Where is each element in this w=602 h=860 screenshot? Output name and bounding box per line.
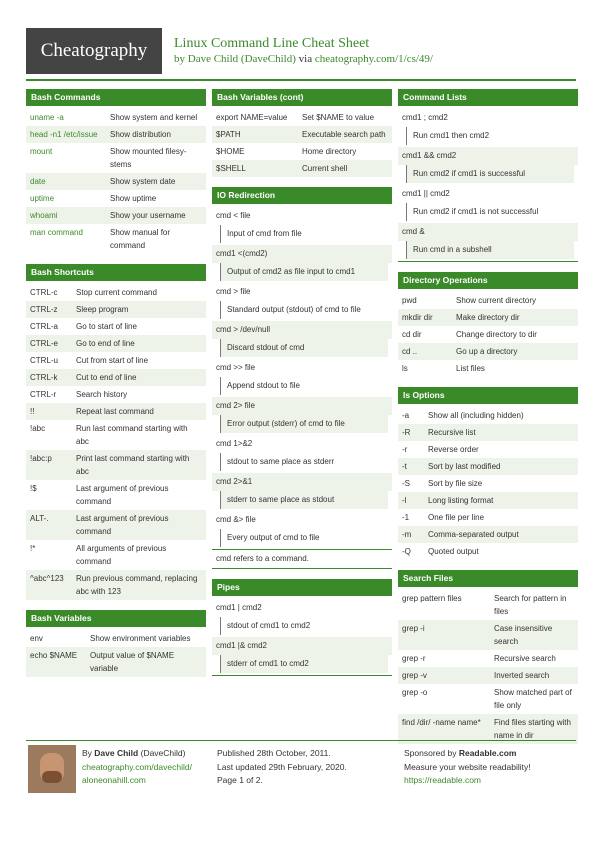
description-cell: Inverted search bbox=[494, 671, 550, 680]
table-row bbox=[26, 224, 206, 254]
updated-date: Last updated 29th February, 2020. bbox=[217, 761, 347, 772]
box-title: Bash Commands bbox=[26, 89, 206, 106]
table-row bbox=[26, 335, 206, 352]
table-row bbox=[26, 450, 206, 480]
description-cell: Show current directory bbox=[456, 296, 537, 305]
description-cell: Executable search path bbox=[302, 130, 386, 139]
command-cell: !* bbox=[30, 544, 36, 553]
sponsor-info bbox=[404, 747, 531, 788]
table-row bbox=[26, 510, 206, 540]
box-title: Pipes bbox=[212, 579, 392, 596]
table-row bbox=[26, 190, 206, 207]
command-description: stderr of cmd1 to cmd2 bbox=[220, 655, 388, 673]
description-cell: All arguments of previous command bbox=[76, 544, 167, 566]
table-row bbox=[398, 667, 578, 684]
description-cell: Show distribution bbox=[110, 130, 171, 139]
table-row bbox=[398, 326, 578, 343]
sponsor-label: Sponsored by bbox=[404, 748, 457, 758]
description-cell: Recursive search bbox=[494, 654, 556, 663]
description-cell: Current shell bbox=[302, 164, 348, 173]
table-row bbox=[26, 126, 206, 143]
box-title: Bash Shortcuts bbox=[26, 264, 206, 281]
command-description: Standard output (stdout) of cmd to file bbox=[220, 301, 388, 319]
table-row bbox=[398, 543, 578, 560]
command-text: cmd &> file bbox=[216, 515, 256, 524]
author-info bbox=[82, 747, 192, 788]
command-description: stdout to same place as stderr bbox=[220, 453, 388, 471]
command-cell: $HOME bbox=[216, 147, 245, 156]
byline-by: by bbox=[174, 53, 185, 65]
table-row bbox=[26, 143, 206, 173]
command-cell: ALT-. bbox=[30, 514, 49, 523]
command-cell: CTRL-r bbox=[30, 390, 57, 399]
page-number: Page 1 of 2. bbox=[217, 775, 263, 785]
description-cell: Quoted output bbox=[428, 547, 479, 556]
bash-commands-box bbox=[26, 89, 206, 254]
description-cell: List files bbox=[456, 364, 485, 373]
command-description: Run cmd1 then cmd2 bbox=[406, 127, 574, 145]
command-cell: -m bbox=[402, 530, 412, 539]
table-row bbox=[26, 369, 206, 386]
table-row bbox=[26, 207, 206, 224]
io-redirection-list bbox=[212, 207, 392, 547]
command-cell: -r bbox=[402, 445, 408, 454]
box-title: Bash Variables bbox=[26, 610, 206, 627]
table-row bbox=[26, 630, 206, 647]
description-cell: Comma-separated output bbox=[428, 530, 519, 539]
bash-variables-cont-box bbox=[212, 89, 392, 177]
description-cell: Home directory bbox=[302, 147, 357, 156]
command-cell: -Q bbox=[402, 547, 411, 556]
bash-shortcuts-table bbox=[26, 284, 206, 600]
command-lists-box bbox=[398, 89, 578, 262]
command-description: Run cmd2 if cmd1 is not successful bbox=[406, 203, 574, 221]
description-cell: Show system date bbox=[110, 177, 176, 186]
pipes-list bbox=[212, 599, 392, 676]
description-cell: Recursive list bbox=[428, 428, 476, 437]
byline-url-link[interactable]: cheatography.com/1/cs/49/ bbox=[314, 53, 433, 65]
table-row bbox=[26, 318, 206, 335]
command-cell: CTRL-z bbox=[30, 305, 58, 314]
command-description: Append stdout to file bbox=[220, 377, 388, 395]
table-row bbox=[26, 540, 206, 570]
publish-info bbox=[217, 747, 347, 788]
command-cell: -l bbox=[402, 496, 407, 505]
description-cell: Show uptime bbox=[110, 194, 157, 203]
byline bbox=[174, 53, 433, 65]
author-name: Dave Child bbox=[94, 748, 139, 758]
table-row bbox=[26, 420, 206, 450]
command-cell: mount bbox=[30, 147, 53, 156]
command-cell: ^abc^123 bbox=[30, 574, 64, 583]
footer-by: By bbox=[82, 748, 92, 758]
command-cell: -R bbox=[402, 428, 411, 437]
table-row bbox=[26, 173, 206, 190]
command-description: stdout of cmd1 to cmd2 bbox=[220, 617, 388, 635]
description-cell: Change directory to dir bbox=[456, 330, 537, 339]
table-row bbox=[212, 109, 392, 126]
command-text: cmd > /dev/null bbox=[212, 321, 392, 339]
description-cell: Make directory dir bbox=[456, 313, 520, 322]
io-note: cmd refers to a command. bbox=[212, 549, 392, 569]
description-cell: Sleep program bbox=[76, 305, 129, 314]
command-cell: !$ bbox=[30, 484, 37, 493]
description-cell: Go up a directory bbox=[456, 347, 518, 356]
byline-author-link[interactable]: Dave Child (DaveChild) bbox=[187, 53, 296, 65]
column-1 bbox=[26, 89, 206, 687]
command-text: cmd1 || cmd2 bbox=[402, 189, 450, 198]
command-description: Run cmd2 if cmd1 is successful bbox=[406, 165, 574, 183]
description-cell: Stop current command bbox=[76, 288, 157, 297]
table-row bbox=[398, 509, 578, 526]
command-cell: cd dir bbox=[402, 330, 422, 339]
table-row bbox=[26, 570, 206, 600]
command-cell: cd .. bbox=[402, 347, 418, 356]
column-2 bbox=[212, 89, 392, 686]
table-row bbox=[212, 126, 392, 143]
box-title: Command Lists bbox=[398, 89, 578, 106]
table-row bbox=[398, 424, 578, 441]
table-row bbox=[398, 620, 578, 650]
search-files-box bbox=[398, 570, 578, 744]
table-row bbox=[26, 386, 206, 403]
command-cell: pwd bbox=[402, 296, 417, 305]
command-cell: CTRL-c bbox=[30, 288, 58, 297]
table-row bbox=[26, 301, 206, 318]
command-text: cmd 1>&2 bbox=[216, 439, 253, 448]
table-row bbox=[398, 343, 578, 360]
table-row bbox=[398, 441, 578, 458]
description-cell: Case insensitive search bbox=[494, 624, 553, 646]
io-redirection-box bbox=[212, 187, 392, 569]
table-row bbox=[398, 590, 578, 620]
column-3 bbox=[398, 89, 578, 754]
directory-operations-box bbox=[398, 272, 578, 377]
description-cell: Go to start of line bbox=[76, 322, 137, 331]
description-cell: Show system and kernel bbox=[110, 113, 198, 122]
command-cell: export NAME=value bbox=[216, 113, 288, 122]
description-cell: Output value of $NAME variable bbox=[90, 651, 175, 673]
description-cell: Search for pattern in files bbox=[494, 594, 567, 616]
command-cell: -a bbox=[402, 411, 410, 420]
box-title: Directory Operations bbox=[398, 272, 578, 289]
description-cell: Long listing format bbox=[428, 496, 494, 505]
command-text: cmd 2> file bbox=[212, 397, 392, 415]
description-cell: Set $NAME to value bbox=[302, 113, 375, 122]
command-text: cmd > file bbox=[216, 287, 251, 296]
bash-shortcuts-box bbox=[26, 264, 206, 600]
command-cell: uptime bbox=[30, 194, 55, 203]
command-cell: mkdir dir bbox=[402, 313, 433, 322]
author-handle: (DaveChild) bbox=[140, 748, 186, 758]
table-row bbox=[26, 403, 206, 420]
description-cell: One file per line bbox=[428, 513, 485, 522]
command-lists-list bbox=[398, 109, 578, 262]
description-cell: Run previous command, replacing abc with 123 bbox=[76, 574, 198, 596]
command-description: Input of cmd from file bbox=[220, 225, 388, 243]
author-site-link[interactable]: aloneonahill.com bbox=[82, 775, 146, 785]
description-cell: Last argument of previous command bbox=[76, 514, 169, 536]
table-row bbox=[398, 650, 578, 667]
command-description: Output of cmd2 as file input to cmd1 bbox=[220, 263, 388, 281]
description-cell: Reverse order bbox=[428, 445, 479, 454]
command-cell: !abc bbox=[30, 424, 46, 433]
command-cell: ls bbox=[402, 364, 408, 373]
command-cell: -S bbox=[402, 479, 410, 488]
pipes-box bbox=[212, 579, 392, 676]
table-row bbox=[26, 284, 206, 301]
command-cell: !abc:p bbox=[30, 454, 52, 463]
command-cell: env bbox=[30, 634, 43, 643]
box-title: IO Redirection bbox=[212, 187, 392, 204]
description-cell: Go to end of line bbox=[76, 339, 135, 348]
footer-divider bbox=[26, 740, 576, 741]
command-cell: grep -o bbox=[402, 688, 428, 697]
command-description: Discard stdout of cmd bbox=[220, 339, 388, 357]
table-row bbox=[212, 143, 392, 160]
description-cell: Print last command starting with abc bbox=[76, 454, 190, 476]
author-profile-link[interactable]: cheatography.com/davechild/ bbox=[82, 761, 192, 772]
description-cell: Show all (including hidden) bbox=[428, 411, 524, 420]
description-cell: Show your username bbox=[110, 211, 186, 220]
sponsor-name[interactable]: Readable.com bbox=[458, 748, 517, 758]
description-cell: Repeat last command bbox=[76, 407, 154, 416]
command-text: cmd >> file bbox=[216, 363, 256, 372]
command-cell: !! bbox=[30, 407, 35, 416]
command-text: cmd < file bbox=[216, 211, 251, 220]
command-text: cmd1 <(cmd2) bbox=[212, 245, 392, 263]
sheet-title: Linux Command Line Cheat Sheet bbox=[174, 36, 370, 51]
command-cell: grep -i bbox=[402, 624, 425, 633]
command-text: cmd 2>&1 bbox=[212, 473, 392, 491]
table-row bbox=[26, 109, 206, 126]
command-description: stderr to same place as stdout bbox=[220, 491, 388, 509]
sponsor-link[interactable]: https://readable.com bbox=[404, 775, 482, 785]
description-cell: Search history bbox=[76, 390, 128, 399]
command-cell: grep -r bbox=[402, 654, 426, 663]
command-cell: grep -v bbox=[402, 671, 427, 680]
bash-commands-table bbox=[26, 109, 206, 254]
command-cell: -1 bbox=[402, 513, 410, 522]
search-files-table bbox=[398, 590, 578, 744]
table-row bbox=[398, 360, 578, 377]
description-cell: Show matched part of file only bbox=[494, 688, 572, 710]
published-date: Published 28th October, 2011. bbox=[217, 748, 331, 758]
header-divider bbox=[26, 79, 576, 81]
description-cell: Show manual for command bbox=[110, 228, 171, 250]
command-cell: man command bbox=[30, 228, 83, 237]
directory-operations-table bbox=[398, 292, 578, 377]
command-cell: echo $NAME bbox=[30, 651, 78, 660]
command-cell: find /dir/ -name name* bbox=[402, 718, 481, 727]
ls-options-box bbox=[398, 387, 578, 560]
table-row bbox=[212, 160, 392, 177]
command-cell: CTRL-e bbox=[30, 339, 59, 348]
ls-options-table bbox=[398, 407, 578, 560]
description-cell: Run last command starting with abc bbox=[76, 424, 188, 446]
box-title: Bash Variables (cont) bbox=[212, 89, 392, 106]
description-cell: Sort by file size bbox=[428, 479, 483, 488]
table-row bbox=[398, 458, 578, 475]
command-description: Run cmd in a subshell bbox=[406, 241, 574, 259]
bash-variables-cont-table bbox=[212, 109, 392, 177]
command-text: cmd1 |& cmd2 bbox=[212, 637, 392, 655]
table-row bbox=[398, 309, 578, 326]
command-cell: grep pattern files bbox=[402, 594, 462, 603]
table-row bbox=[398, 492, 578, 509]
command-description: Every output of cmd to file bbox=[220, 529, 388, 547]
description-cell: Last argument of previous command bbox=[76, 484, 169, 506]
author-avatar bbox=[28, 745, 76, 793]
command-cell: -t bbox=[402, 462, 407, 471]
table-row bbox=[26, 352, 206, 369]
cheatography-logo[interactable]: Cheatography bbox=[26, 28, 162, 74]
command-cell: whoami bbox=[30, 211, 58, 220]
table-row bbox=[398, 475, 578, 492]
table-row bbox=[398, 526, 578, 543]
description-cell: Show mounted filesystems bbox=[110, 147, 187, 169]
table-row bbox=[26, 647, 206, 677]
byline-via: via bbox=[298, 53, 313, 65]
avatar-beard bbox=[42, 771, 62, 783]
sponsor-tagline: Measure your website readability! bbox=[404, 761, 531, 772]
description-cell: Sort by last modified bbox=[428, 462, 501, 471]
description-cell: Cut from start of line bbox=[76, 356, 149, 365]
command-text: cmd & bbox=[398, 223, 578, 241]
command-cell: head -n1 /etc/issue bbox=[30, 130, 98, 139]
command-cell: uname -a bbox=[30, 113, 64, 122]
description-cell: Cut to end of line bbox=[76, 373, 137, 382]
table-row bbox=[26, 480, 206, 510]
table-row bbox=[398, 407, 578, 424]
command-cell: $PATH bbox=[216, 130, 241, 139]
table-row bbox=[398, 292, 578, 309]
box-title: Search Files bbox=[398, 570, 578, 587]
box-title: ls Options bbox=[398, 387, 578, 404]
command-cell: $SHELL bbox=[216, 164, 246, 173]
command-text: cmd1 | cmd2 bbox=[216, 603, 262, 612]
command-cell: CTRL-u bbox=[30, 356, 59, 365]
table-row bbox=[398, 684, 578, 714]
command-text: cmd1 && cmd2 bbox=[398, 147, 578, 165]
command-cell: CTRL-k bbox=[30, 373, 58, 382]
bash-variables-box bbox=[26, 610, 206, 677]
command-description: Error output (stderr) of cmd to file bbox=[220, 415, 388, 433]
command-cell: date bbox=[30, 177, 46, 186]
command-text: cmd1 ; cmd2 bbox=[402, 113, 448, 122]
description-cell: Find files starting with name in dir bbox=[494, 718, 571, 740]
command-cell: CTRL-a bbox=[30, 322, 59, 331]
bash-variables-table bbox=[26, 630, 206, 677]
description-cell: Show environment variables bbox=[90, 634, 191, 643]
